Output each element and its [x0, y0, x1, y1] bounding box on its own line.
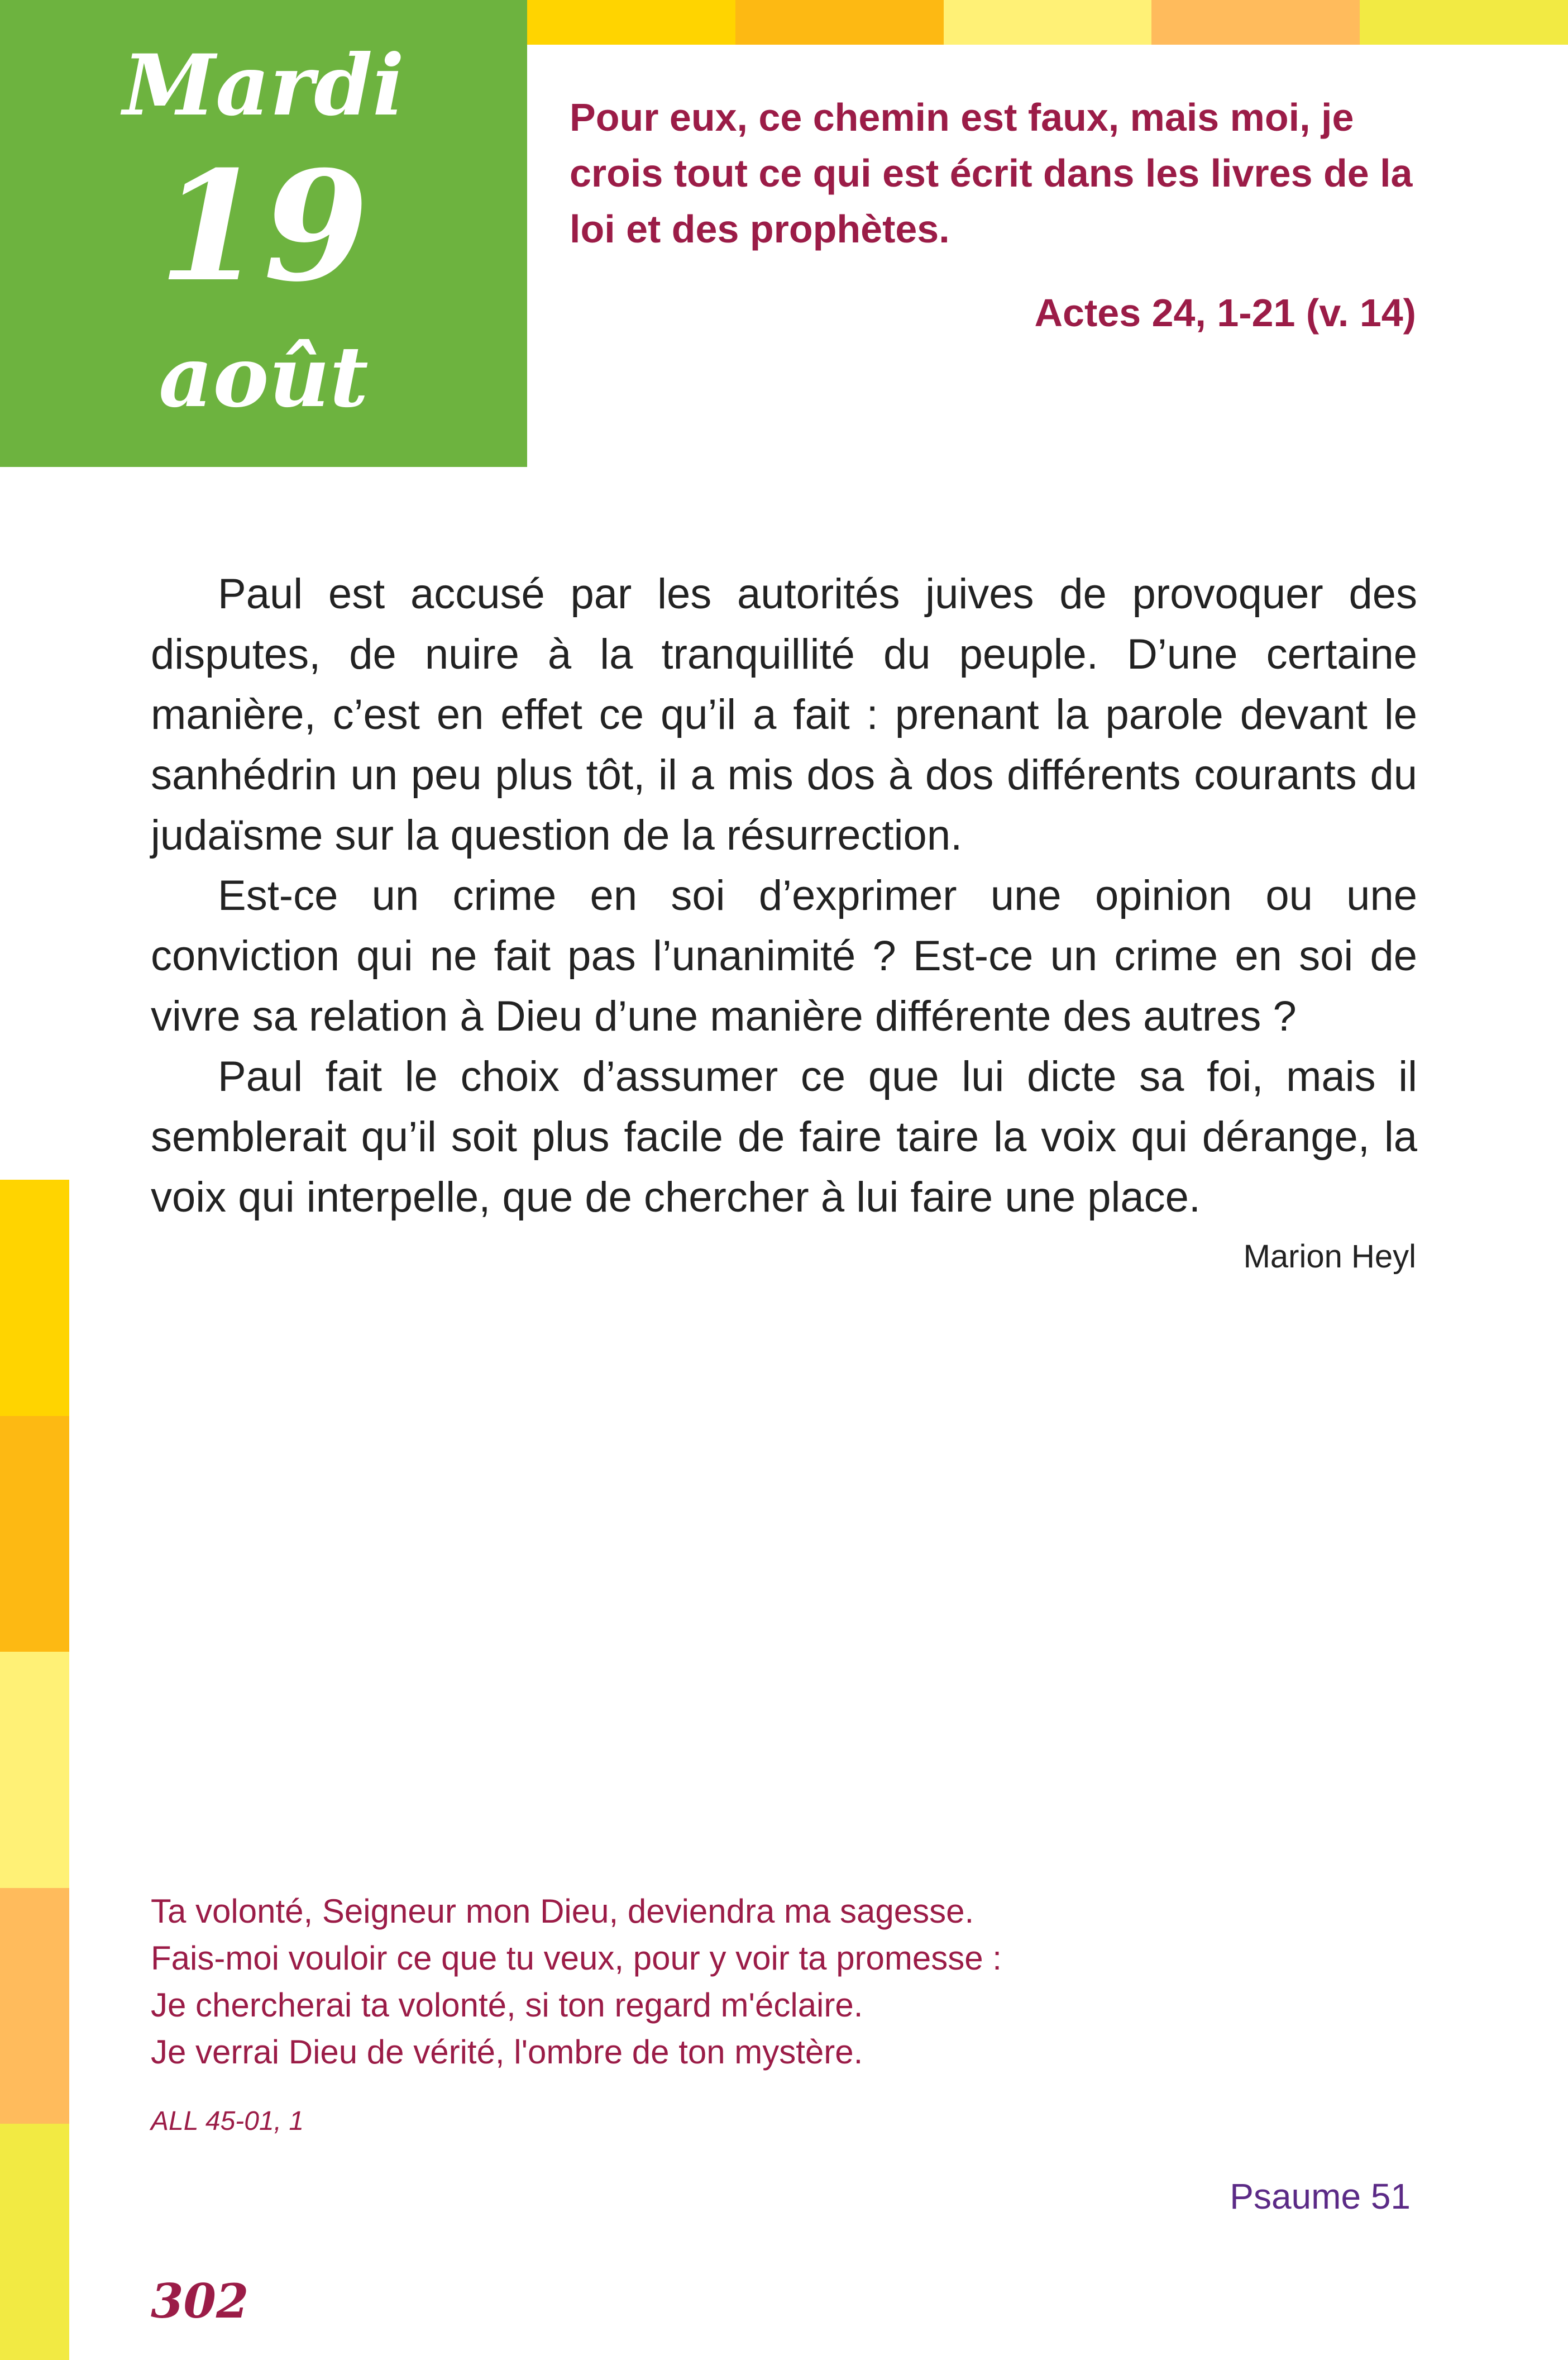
top-color-stripes: [527, 0, 1568, 45]
prayer-hymn: [151, 1888, 1417, 2076]
side-stripe: [0, 1888, 69, 2124]
top-stripe: [944, 0, 1152, 45]
verse-quote: Pour eux, ce chemin est faux, mais moi, je crois tout ce qui est écrit dans les livres de la loi et des prophètes.: [570, 96, 1413, 251]
paragraph: Est-ce un crime en soi d’exprimer une opinion ou une conviction qui ne fait pas l’unanimité ? Est-ce un crime en soi de vivre sa relation à Dieu d’une manière différente des autres ?: [151, 872, 1417, 1040]
side-stripe: [0, 1416, 69, 1652]
date-day: 19: [159, 137, 369, 315]
side-stripe: [0, 1180, 69, 1416]
date-box: [0, 0, 527, 467]
psalm-reference: Psaume 51: [1230, 2176, 1411, 2216]
side-color-stripes: [0, 1180, 69, 2360]
paragraph: Paul est accusé par les autorités juives de provoquer des disputes, de nuire à la tranquillité du peuple. D’une certaine manière, c’est en effet ce qu’il a fait : prenant la parole devant le sanhédrin un peu plus tôt, il a mis dos à dos différents courants du judaïsme sur la question de la résurrection.: [151, 570, 1417, 859]
top-stripe: [527, 0, 735, 45]
top-stripe: [1151, 0, 1360, 45]
paragraph: Paul fait le choix d’assumer ce que lui dicte sa foi, mais il semblerait qu’il soit plus facile de faire taire la voix qui dérange, la voix qui interpelle, que de chercher à lui faire une place.: [151, 1053, 1417, 1221]
prayer-line: Ta volonté, Seigneur mon Dieu, deviendra ma sagesse.: [151, 1892, 974, 1930]
author-name: Marion Heyl: [1243, 1238, 1416, 1275]
top-stripe: [1360, 0, 1568, 45]
meditation-text: [151, 564, 1417, 1228]
prayer-line: Fais-moi vouloir ce que tu veux, pour y voir ta promesse :: [151, 1939, 1002, 1977]
hymn-code: ALL 45-01, 1: [151, 2106, 304, 2136]
page-number: 302: [151, 2273, 249, 2329]
prayer-line: Je verrai Dieu de vérité, l'ombre de ton mystère.: [151, 2033, 863, 2071]
date-month: août: [159, 328, 369, 426]
date-weekday: Mardi: [122, 36, 405, 135]
side-stripe: [0, 2124, 69, 2360]
verse-reference: Actes 24, 1-21 (v. 14): [1034, 291, 1416, 335]
top-stripe: [735, 0, 944, 45]
side-stripe: [0, 1652, 69, 1888]
prayer-line: Je chercherai ta volonté, si ton regard m'éclaire.: [151, 1986, 863, 2024]
